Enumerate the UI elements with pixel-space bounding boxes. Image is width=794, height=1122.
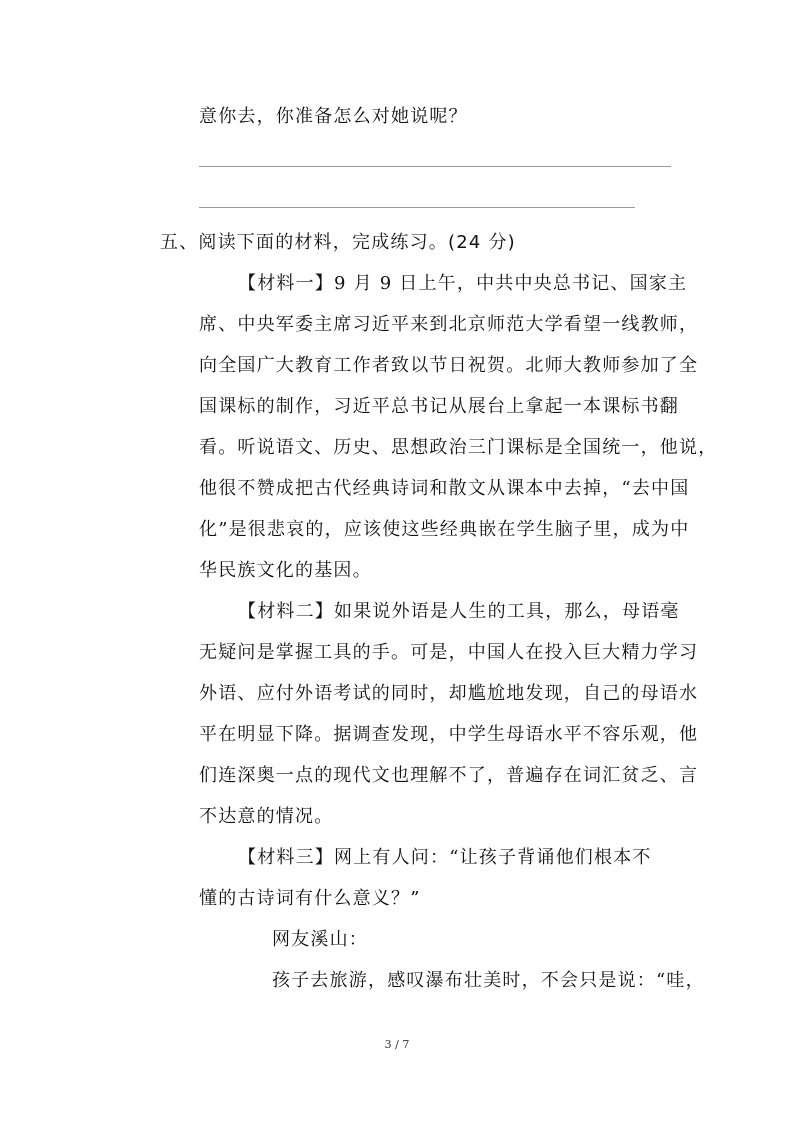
paragraph-line: 外语、应付外语考试的同时，却尴尬地发现，自己的母语水 — [199, 683, 699, 704]
answer-line — [199, 207, 635, 208]
paragraph-line: 不达意的情况。 — [199, 806, 334, 827]
paragraph-line: 无疑问是掌握工具的手。可是，中国人在投入巨大精力学习 — [199, 642, 699, 663]
section-heading: 五、阅读下面的材料，完成练习。(24 分) — [160, 232, 516, 253]
netizen-text: 孩子去旅游，感叹瀑布壮美时，不会只是说：“哇， — [272, 970, 705, 991]
answer-line — [199, 166, 671, 167]
paragraph-line: 席、中央军委主席习近平来到北京师范大学看望一线教师， — [199, 314, 699, 335]
paragraph-line: 【材料一】9 月 9 日上午，中共中央总书记、国家主 — [238, 273, 688, 294]
paragraph-line: 懂的古诗词有什么意义？” — [199, 888, 421, 909]
netizen-name: 网友溪山： — [272, 929, 368, 950]
paragraph-line: 们连深奥一点的现代文也理解不了，普遍存在词汇贫乏、言 — [199, 765, 699, 786]
paragraph-line: 国课标的制作，习近平总书记从展台上拿起一本课标书翻 — [199, 396, 679, 417]
paragraph-line: 华民族文化的基因。 — [199, 560, 372, 581]
paragraph-line: 【材料三】网上有人问：“让孩子背诵他们根本不 — [238, 847, 652, 868]
paragraph-line: 化”是很悲哀的，应该使这些经典嵌在学生脑子里，成为中 — [199, 519, 690, 540]
paragraph-line: 他很不赞成把古代经典诗词和散文从课本中去掉，“去中国 — [199, 478, 690, 499]
page-number: 3 / 7 — [384, 1038, 410, 1051]
paragraph-line: 【材料二】如果说外语是人生的工具，那么，母语毫 — [238, 601, 680, 622]
paragraph-line: 向全国广大教育工作者致以节日祝贺。北师大教师参加了全 — [199, 355, 699, 376]
paragraph-line: 平在明显下降。据调查发现，中学生母语水平不容乐观，他 — [199, 724, 699, 745]
paragraph-line: 看。听说语文、历史、思想政治三门课标是全国统一，他说， — [199, 437, 718, 458]
continuation-text: 意你去，你准备怎么对她说呢？ — [199, 106, 468, 127]
